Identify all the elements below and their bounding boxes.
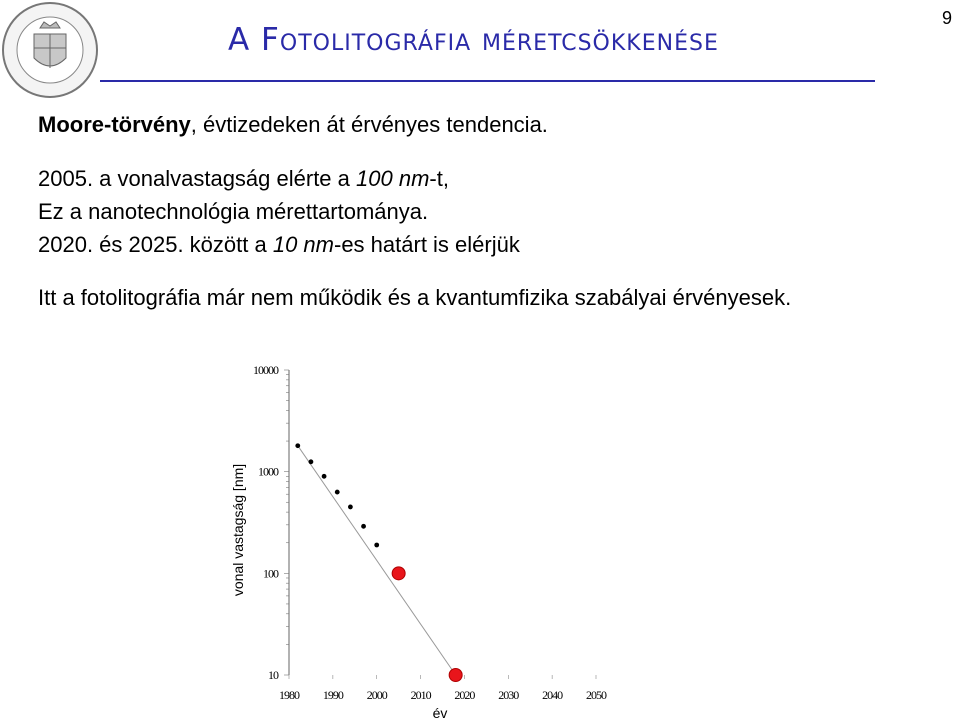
data-point <box>322 474 327 479</box>
milestone-point <box>392 567 405 580</box>
moore-law-term: Moore-törvény <box>38 112 191 137</box>
y-axis-title: vonal vastagság [nm] <box>230 463 246 597</box>
trend-line <box>298 446 456 675</box>
y-tick-label: 100 <box>263 566 278 581</box>
x-tick-label: 2030 <box>498 688 519 702</box>
line1-rest: , évtizedeken át érvényes tendencia. <box>190 112 548 137</box>
data-point <box>309 459 314 464</box>
y-tick-label: 1000 <box>258 464 278 479</box>
line2-value: 100 nm <box>356 166 430 191</box>
slide-title: A Fotolitográfia méretcsökkenése <box>228 22 719 58</box>
line4-value: 10 nm <box>272 232 334 257</box>
line4-part-a: 2020. és 2025. között a <box>38 232 273 257</box>
x-tick-label: 2050 <box>586 688 606 702</box>
x-tick-label: 2010 <box>410 688 431 702</box>
x-tick-label: 2000 <box>366 688 387 702</box>
line4-part-c: -es határt is elérjük <box>334 232 520 257</box>
line2-part-a: 2005. a vonalvastagság elérte a <box>38 166 357 191</box>
data-point <box>348 505 353 510</box>
text-line-5: Itt a fotolitográfia már nem működik és a kvantumfizika szabályai érvényesek. <box>38 285 792 310</box>
x-tick-label: 1980 <box>279 688 299 702</box>
data-point <box>335 490 340 495</box>
page-number: 9 <box>941 8 952 28</box>
milestone-point <box>449 669 462 682</box>
x-tick-label: 2040 <box>542 688 563 702</box>
data-point <box>295 443 300 448</box>
data-point <box>361 524 366 529</box>
y-tick-label: 10000 <box>253 363 278 377</box>
data-point <box>374 543 379 548</box>
text-line-3: Ez a nanotechnológia mérettartománya. <box>38 199 429 224</box>
y-tick-label: 10 <box>268 668 278 682</box>
line2-part-c: -t, <box>429 166 449 191</box>
x-tick-label: 2020 <box>454 688 475 702</box>
x-tick-label: 1990 <box>322 688 343 702</box>
x-axis-title: év <box>432 705 448 721</box>
